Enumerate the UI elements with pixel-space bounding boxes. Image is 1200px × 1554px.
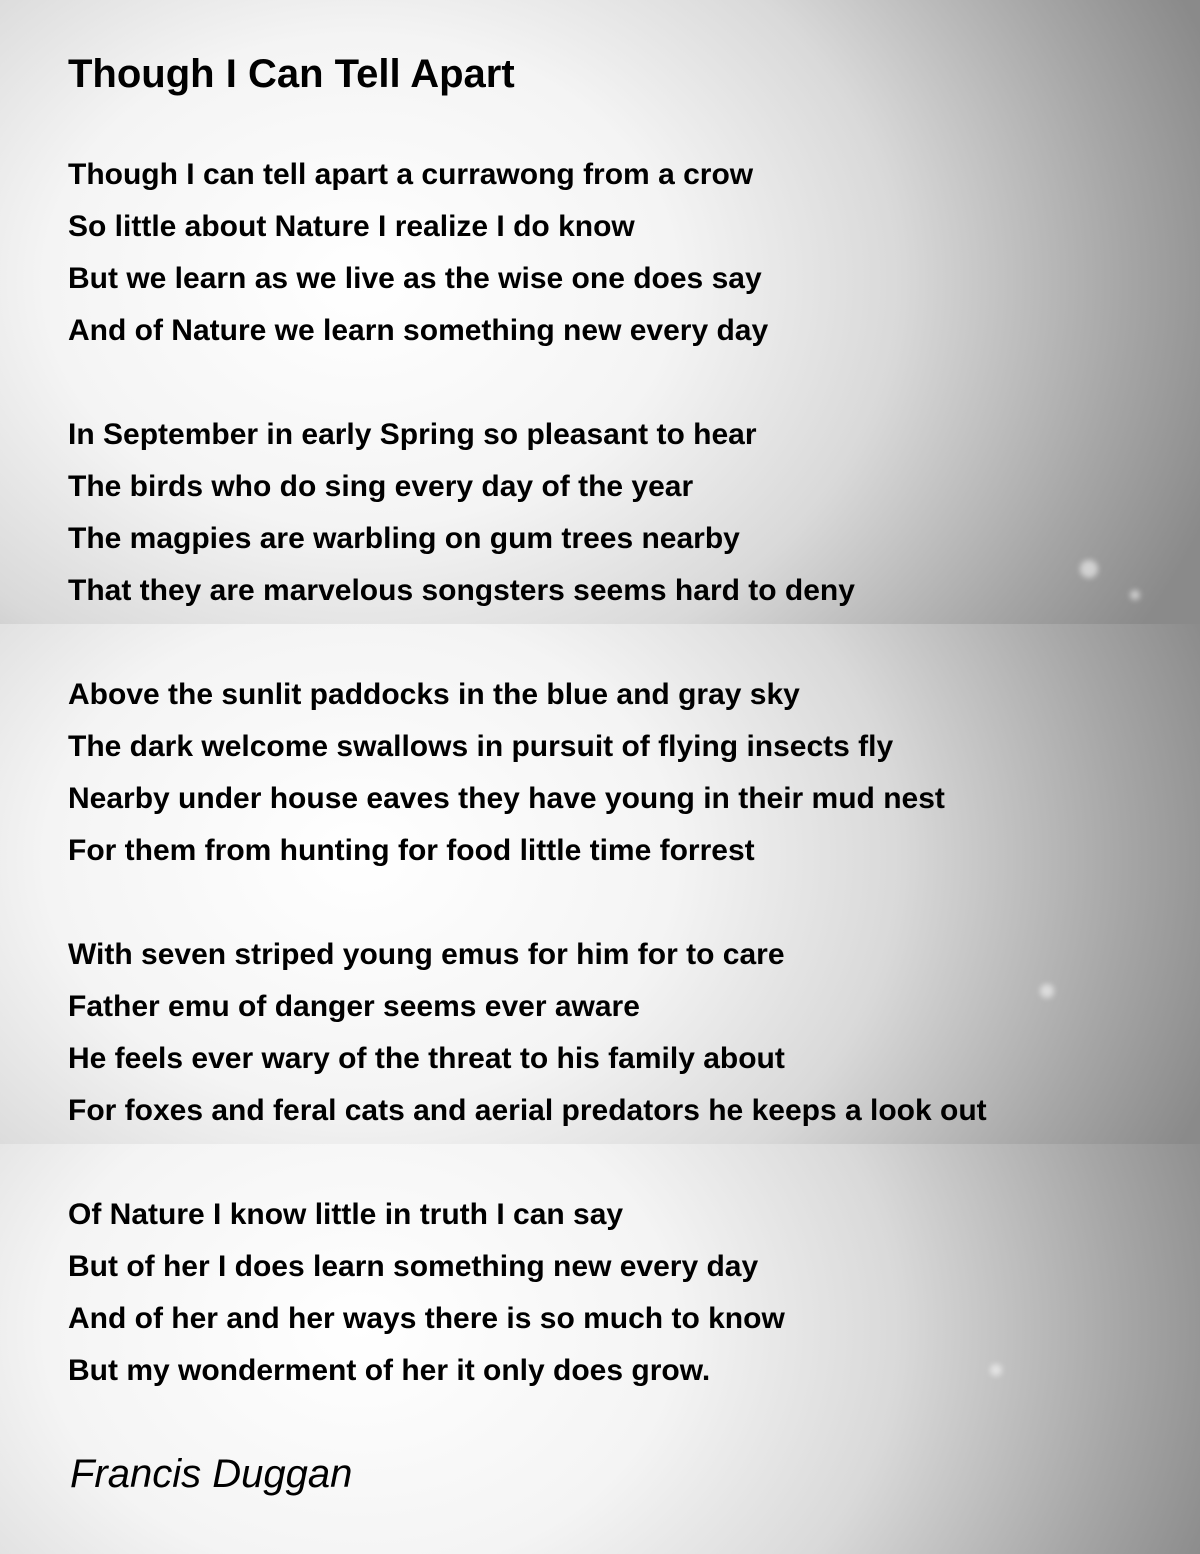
sparkle-decoration [990, 1364, 1002, 1376]
poem-author: Francis Duggan [70, 1452, 353, 1496]
poem-line: But we learn as we live as the wise one does say [68, 262, 762, 295]
poem-line: Father emu of danger seems ever aware [68, 990, 640, 1023]
poem-line: For foxes and feral cats and aerial predators he keeps a look out [68, 1094, 987, 1127]
stanza-4 [68, 929, 987, 1137]
poem-line: The magpies are warbling on gum trees nearby [68, 522, 740, 555]
stanza-5 [68, 1189, 785, 1397]
poem-line: And of Nature we learn something new every day [68, 314, 769, 347]
poem-line: Of Nature I know little in truth I can say [68, 1198, 624, 1231]
poem-line: Though I can tell apart a currawong from a crow [68, 158, 754, 191]
poem-line: And of her and her ways there is so much to know [68, 1302, 785, 1335]
poem-line: In September in early Spring so pleasant to hear [68, 418, 757, 451]
poem-line: The dark welcome swallows in pursuit of flying insects fly [68, 730, 894, 763]
stanza-2 [68, 409, 855, 617]
poem-line: Above the sunlit paddocks in the blue and gray sky [68, 678, 800, 711]
poem-line: So little about Nature I realize I do know [68, 210, 635, 243]
poem-line: The birds who do sing every day of the year [68, 470, 694, 503]
poem-line: Nearby under house eaves they have young in their mud nest [68, 782, 945, 815]
sparkle-decoration [1130, 590, 1140, 600]
poem-title: Though I Can Tell Apart [68, 52, 515, 96]
sparkle-decoration [1040, 984, 1054, 998]
poem-line: For them from hunting for food little time forrest [68, 834, 755, 867]
poem-line: He feels ever wary of the threat to his family about [68, 1042, 785, 1075]
stanza-3 [68, 669, 945, 877]
poem-line: That they are marvelous songsters seems hard to deny [68, 574, 855, 607]
poem-line: With seven striped young emus for him for to care [68, 938, 785, 971]
poem-line: But my wonderment of her it only does grow. [68, 1354, 711, 1387]
sparkle-decoration [1080, 560, 1098, 578]
poem-line: But of her I does learn something new every day [68, 1250, 759, 1283]
stanza-1 [68, 149, 768, 357]
